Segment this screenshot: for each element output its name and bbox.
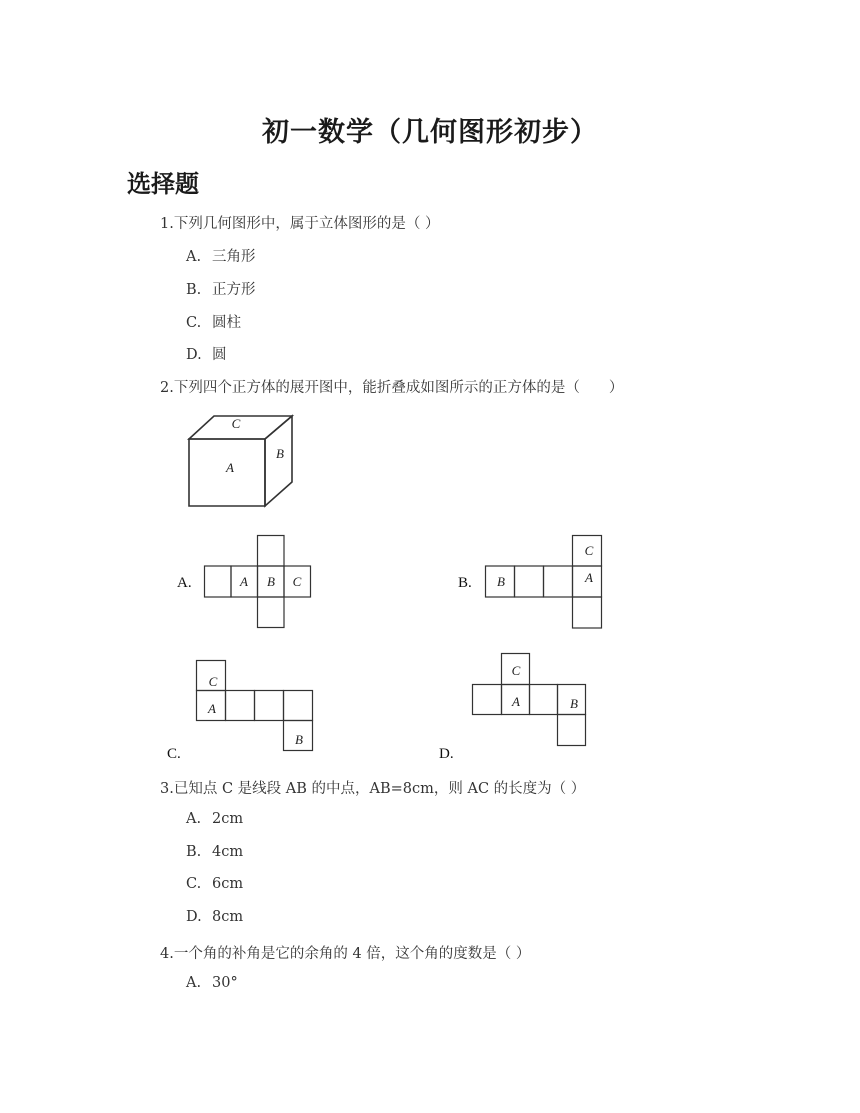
option-letter: C.	[186, 315, 202, 331]
question-3-option-a	[186, 811, 243, 827]
question-3-option-c	[186, 876, 243, 892]
cube-figure	[185, 410, 305, 510]
net-d-label: D.	[439, 746, 454, 762]
page-title: 初一数学（几何图形初步）	[262, 117, 598, 148]
option-letter: B.	[186, 844, 202, 860]
question-4-option-a	[186, 975, 238, 991]
option-letter: A.	[186, 975, 202, 991]
question-1-stem: 1.下列几何图形中，属于立体图形的是（ ）	[160, 216, 440, 232]
cube-front-label: A	[226, 460, 234, 475]
question-2-stem: 2.下列四个正方体的展开图中，能折叠成如图所示的正方体的是（ ）	[160, 380, 624, 396]
option-letter: D.	[186, 347, 202, 363]
option-text: 圆柱	[212, 315, 241, 331]
net-c-figure	[196, 660, 314, 752]
net-c-cell-2: A	[208, 701, 216, 716]
net-a-figure	[204, 535, 312, 628]
option-text: 正方形	[212, 282, 256, 298]
option-letter: A.	[186, 811, 202, 827]
net-d-cell-1: C	[511, 663, 521, 678]
option-letter: D.	[186, 909, 202, 925]
question-1-option-d	[186, 343, 227, 364]
option-text: 4cm	[212, 844, 244, 860]
net-b-cell-1: C	[584, 543, 594, 558]
question-3-option-d	[186, 909, 243, 925]
net-b-cell-3: A	[585, 570, 593, 585]
net-b-cell-2: B	[497, 574, 505, 589]
option-text: 圆	[212, 347, 227, 363]
net-a-label: A.	[177, 575, 192, 591]
question-1-option-c	[186, 311, 241, 332]
net-a-cell-1: A	[240, 574, 248, 589]
cube-right-label: B	[276, 446, 284, 461]
option-letter: A.	[186, 249, 202, 265]
section-heading: 选择题	[127, 170, 199, 198]
question-3-stem: 3.已知点 C 是线段 AB 的中点，AB=8cm，则 AC 的长度为（ ）	[160, 781, 586, 797]
option-text: 30°	[212, 975, 238, 991]
cube-top-label: C	[231, 416, 241, 431]
net-b-label: B.	[458, 575, 472, 591]
option-letter: B.	[186, 282, 202, 298]
net-b-figure	[485, 535, 603, 629]
option-text: 2cm	[212, 811, 244, 827]
question-1-option-a	[186, 245, 256, 266]
net-c-label: C.	[167, 746, 181, 762]
net-a-cell-3: C	[292, 574, 302, 589]
net-a-cell-2: B	[267, 574, 275, 589]
question-3-option-b	[186, 844, 243, 860]
net-c-cell-1: C	[208, 674, 218, 689]
option-text: 6cm	[212, 876, 244, 892]
option-text: 三角形	[212, 249, 256, 265]
net-d-cell-2: A	[512, 694, 520, 709]
option-text: 8cm	[212, 909, 244, 925]
net-d-cell-3: B	[570, 696, 578, 711]
question-4-stem: 4.一个角的补角是它的余角的 4 倍，这个角的度数是（ ）	[160, 946, 531, 962]
net-c-cell-3: B	[295, 732, 303, 747]
option-letter: C.	[186, 876, 202, 892]
question-1-option-b	[186, 278, 256, 299]
net-d-figure	[472, 653, 588, 747]
